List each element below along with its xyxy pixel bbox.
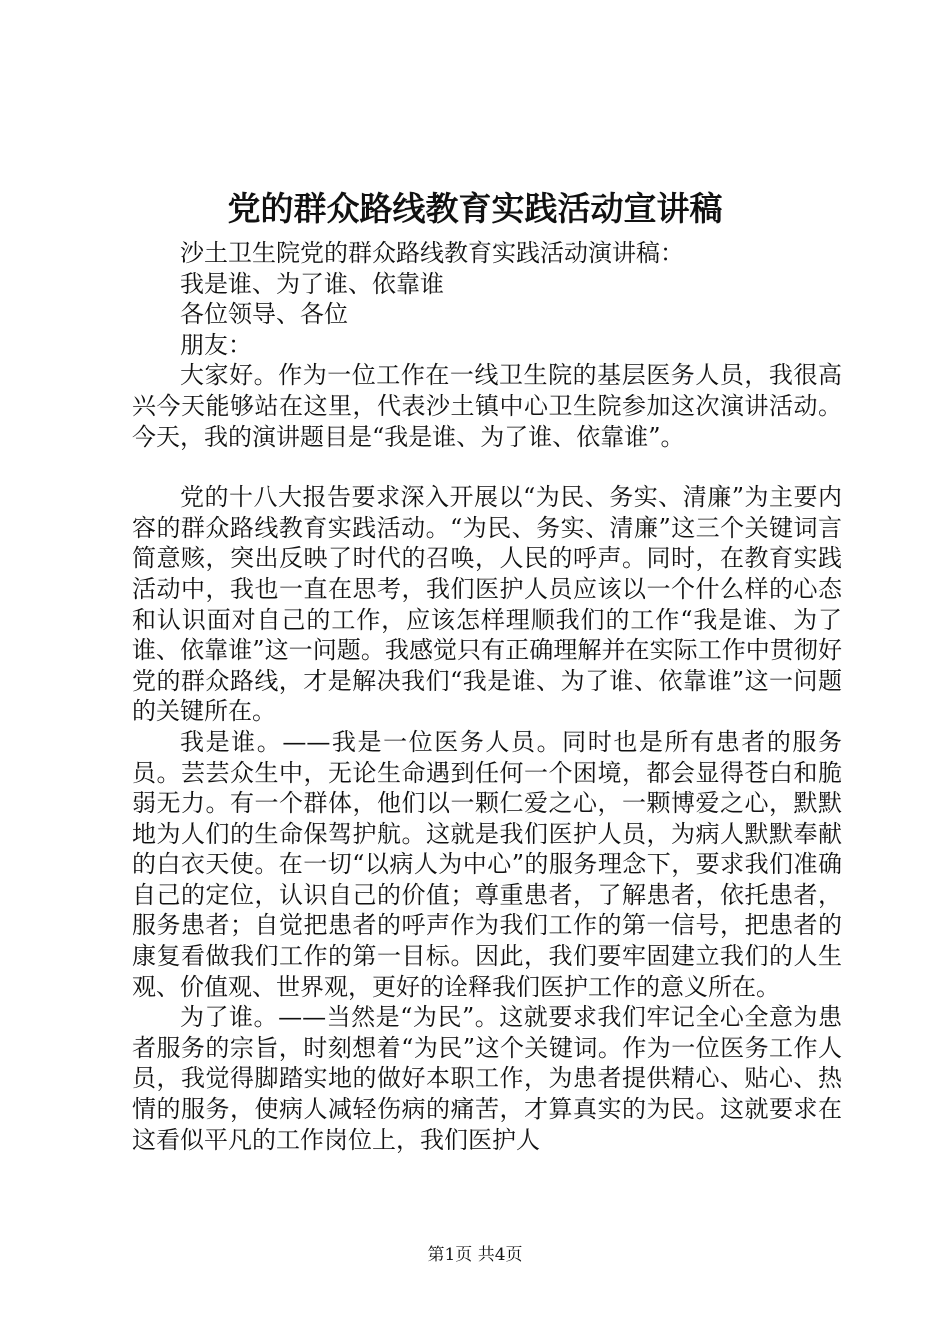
paragraph-subtitle: 沙土卫生院党的群众路线教育实践活动演讲稿： [180, 239, 684, 267]
paragraph-speech-topic: 我是谁、为了谁、依靠谁 [180, 269, 444, 298]
paragraph-salutation-2: 朋友： [180, 330, 252, 359]
page-footer: 第1页 共4页 [427, 1245, 523, 1265]
paragraph-for-whom: 为了谁。——当然是“为民”。这就要求我们牢记全心全意为患者服务的宗旨，时刻想着“为民”这个关键词。作为一位医务工作人员，我觉得脚踏实地的做好本职工作，为患者提供精心、贴心、热情的服务，使病人减轻伤病的痛苦，才算真实的为民。这就要求在这看似平凡的工作岗位上，我们医护人 [132, 1003, 842, 1154]
paragraph-greeting: 大家好。作为一位工作在一线卫生院的基层医务人员，我很高兴今天能够站在这里，代表沙土镇中心卫生院参加这次演讲活动。今天，我的演讲题目是“我是谁、为了谁、依靠谁”。 [132, 361, 842, 451]
paragraph-intro: 党的十八大报告要求深入开展以“为民、务实、清廉”为主要内容的群众路线教育实践活动。“为民、务实、清廉”这三个关键词言简意赅，突出反映了时代的召唤，人民的呼声。同时，在教育实践活动中，我也一直在思考，我们医护人员应该以一个什么样的心态和认识面对自己的工作，应该怎样理顺我们的工作“我是谁、为了谁、依靠谁”这一问题。我感觉只有正确理解并在实际工作中贯彻好党的群众路线，才是解决我们“我是谁、为了谁、依靠谁”这一问题的关键所在。 [132, 483, 842, 726]
document-title: 党的群众路线教育实践活动宣讲稿 [227, 189, 723, 228]
paragraph-salutation-1: 各位领导、各位 [180, 300, 348, 329]
paragraph-who-am-i: 我是谁。——我是一位医务人员。同时也是所有患者的服务员。芸芸众生中，无论生命遇到任何一个困境，都会显得苍白和脆弱无力。有一个群体，他们以一颗仁爱之心，一颗博爱之心，默默地为人们的生命保驾护航。这就是我们医护人员，为病人默默奉献的白衣天使。在一切“以病人为中心”的服务理念下，要求我们准确自己的定位，认识自己的价值；尊重患者，了解患者，依托患者，服务患者；自觉把患者的呼声作为我们工作的第一信号，把患者的康复看做我们工作的第一目标。因此，我们要牢固建立我们的人生观、价值观、世界观，更好的诠释我们医护工作的意义所在。 [132, 727, 842, 1001]
document-body [132, 238, 842, 1155]
